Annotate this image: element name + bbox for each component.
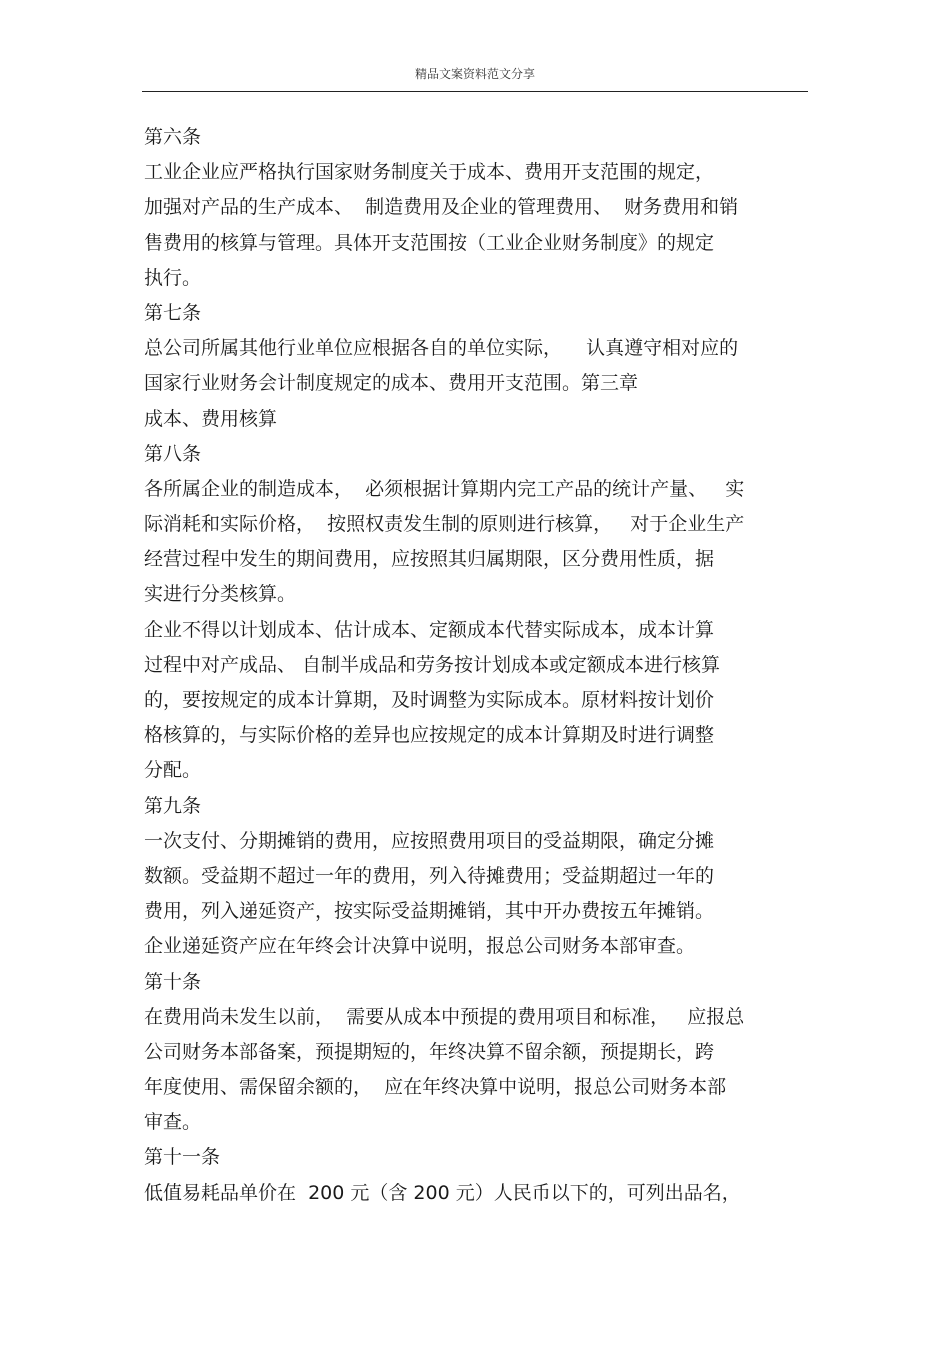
paragraph-line: 的，要按规定的成本计算期，及时调整为实际成本。原材料按计划价: [144, 689, 715, 711]
article-heading: 第七条: [144, 301, 202, 324]
chapter-heading: 成本、费用核算: [144, 407, 278, 430]
page-header: 精品文案资料范文分享: [414, 67, 535, 81]
paragraph-line: 数额。受益期不超过一年的费用，列入待摊费用；受益期超过一年的: [144, 864, 715, 887]
paragraph-line: 工业企业应严格执行国家财务制度关于成本、费用开支范围的规定，: [144, 161, 715, 184]
paragraph-line: 各所属企业的制造成本， 必须根据计算期内完工产品的统计产量、 实: [144, 477, 745, 500]
paragraph-line: 审查。: [144, 1111, 202, 1134]
paragraph-line: 分配。: [144, 759, 202, 782]
article-heading: 第六条: [144, 126, 202, 148]
paragraph-line: 售费用的核算与管理。具体开支范围按（工业企业财务制度》的规定: [144, 231, 715, 254]
paragraph-line: 在费用尚未发生以前， 需要从成本中预提的费用项目和标准， 应报总: [144, 1005, 745, 1028]
article-heading: 第九条: [144, 794, 202, 817]
paragraph-line: 格核算的，与实际价格的差异也应按规定的成本计算期及时进行调整: [144, 724, 715, 747]
paragraph-line: 年度使用、需保留余额的， 应在年终决算中说明，报总公司财务本部: [144, 1076, 727, 1099]
paragraph-line: 企业不得以计划成本、估计成本、定额成本代替实际成本，成本计算: [144, 618, 715, 641]
header-divider: [142, 91, 808, 92]
paragraph-line: 总公司所属其他行业单位应根据各自的单位实际， 认真遵守相对应的: [144, 337, 739, 360]
paragraph-line: 企业递延资产应在年终会计决算中说明，报总公司财务本部审查。: [144, 935, 696, 958]
document-body: [144, 120, 810, 1211]
paragraph-line: 加强对产品的生产成本、 制造费用及企业的管理费用、 财务费用和销: [144, 196, 739, 219]
paragraph-line: 费用，列入递延资产，按实际受益期摊销，其中开办费按五年摊销。: [144, 900, 715, 923]
paragraph-line: 际消耗和实际价格， 按照权责发生制的原则进行核算， 对于企业生产: [144, 513, 745, 536]
paragraph-line: 实进行分类核算。: [144, 583, 297, 606]
paragraph-line: 经营过程中发生的期间费用，应按照其归属期限，区分费用性质，据: [144, 548, 715, 571]
article-heading: 第八条: [144, 442, 202, 465]
article-heading: 第十条: [144, 970, 202, 993]
paragraph-line: 公司财务本部备案，预提期短的，年终决算不留余额，预提期长，跨: [144, 1040, 715, 1063]
paragraph-line: 低值易耗品单价在 200 元（含 200 元）人民币以下的，可列出品名，: [144, 1181, 741, 1204]
article-heading: 第十一条: [144, 1146, 221, 1169]
paragraph-line: 国家行业财务会计制度规定的成本、费用开支范围。第三章: [144, 372, 639, 395]
paragraph-line: 一次支付、分期摊销的费用，应按照费用项目的受益期限，确定分摊: [144, 829, 715, 852]
paragraph-line: 过程中对产成品、 自制半成品和劳务按计划成本或定额成本进行核算: [144, 653, 721, 676]
paragraph-line: 执行。: [144, 266, 202, 289]
